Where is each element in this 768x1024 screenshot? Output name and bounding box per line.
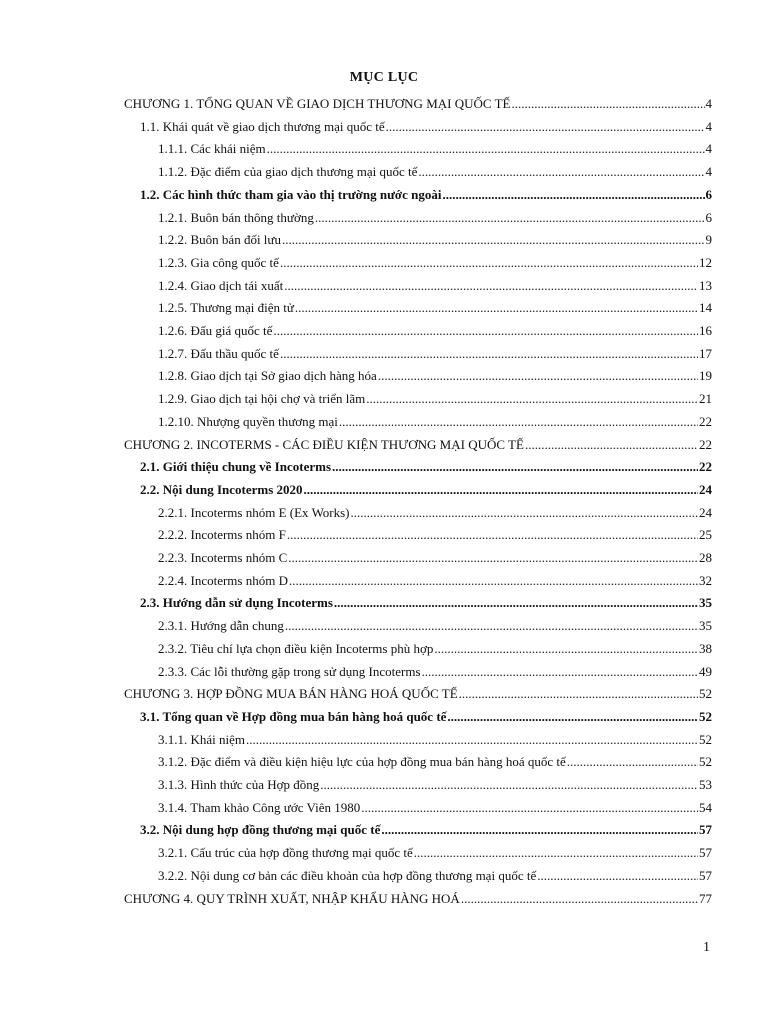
toc-title: MỤC LỤC (349, 70, 419, 85)
toc-entry-page: 54 (699, 799, 712, 815)
toc-entry (140, 594, 712, 612)
toc-dot-leader (304, 481, 698, 499)
toc-entry-page: 35 (699, 595, 712, 611)
toc-entry-page: 4 (705, 96, 712, 111)
toc-entry-page: 6 (705, 186, 712, 202)
toc-dot-leader (267, 140, 705, 158)
toc-entry-label: 3.2.2. Nội dung cơ bản các điều khoản của hợp đồng thương mại quốc tế (158, 867, 537, 883)
toc-entry-page: 57 (699, 867, 712, 883)
toc-entry-page: 9 (705, 232, 712, 248)
toc-entry-label: 1.1.1. Các khái niệm (158, 141, 266, 157)
toc-dot-leader (284, 277, 698, 295)
toc-entry-label: 1.2.5. Thương mại điện tử (158, 300, 294, 316)
toc-entry (140, 118, 712, 136)
toc-entry-page: 16 (699, 323, 712, 338)
toc-entry (140, 186, 712, 204)
toc-dot-leader (378, 367, 698, 385)
toc-dot-leader (332, 458, 698, 476)
toc-entry-label: 2.3.1. Hướng dẫn chung (158, 618, 284, 634)
toc-dot-leader (295, 299, 698, 317)
toc-dot-leader (459, 685, 698, 703)
toc-entry (158, 640, 712, 658)
toc-dot-leader (567, 753, 698, 771)
toc-entry (158, 254, 712, 272)
toc-entry-label: 1.1.2. Đặc điểm của giao dịch thương mại quốc tế (158, 164, 418, 180)
toc-entry (158, 753, 712, 771)
toc-dot-leader (280, 345, 698, 363)
toc-dot-leader (361, 799, 698, 817)
toc-entry (158, 140, 712, 158)
toc-dot-leader (418, 163, 704, 181)
toc-entry-label: 2.2.1. Incoterms nhóm E (Ex Works) (158, 504, 350, 520)
toc-dot-leader (315, 209, 705, 227)
toc-entry-page: 22 (699, 459, 712, 475)
toc-entry-page: 19 (699, 368, 712, 384)
toc-dot-leader (381, 821, 698, 839)
toc-dot-leader (280, 254, 698, 272)
toc-entry-page: 32 (699, 572, 712, 588)
toc-dot-leader (414, 844, 698, 862)
toc-dot-leader (285, 617, 698, 635)
toc-entry-label: CHƯƠNG 3. HỢP ĐỒNG MUA BÁN HÀNG HOÁ QUỐC TẾ (124, 686, 458, 702)
toc-dot-leader (525, 436, 698, 454)
toc-entry (158, 526, 712, 544)
toc-entry-label: 1.2.6. Đấu giá quốc tế (158, 323, 273, 338)
toc-entry-page: 25 (699, 527, 712, 543)
toc-entry-page: 21 (699, 391, 712, 407)
toc-entry-label: 1.2.3. Gia công quốc tế (158, 254, 279, 270)
toc-entry (124, 890, 712, 908)
toc-entry-label: 1.1. Khái quát về giao dịch thương mại quốc tế (140, 118, 385, 134)
toc-entry-page: 57 (699, 822, 712, 838)
toc-dot-leader (334, 594, 698, 612)
toc-entry-label: 3.1.1. Khái niệm (158, 731, 246, 747)
toc-entry-label: 1.2.1. Buôn bán thông thường (158, 209, 314, 225)
toc-entry-page: 52 (699, 731, 712, 747)
toc-entry-label: 2.2.3. Incoterms nhóm C (158, 550, 288, 565)
toc-entry (158, 322, 712, 340)
toc-entry-label: 2.1. Giới thiệu chung về Incoterms (140, 459, 332, 475)
toc-entry-page: 6 (705, 209, 712, 225)
toc-dot-leader (442, 186, 704, 204)
toc-entry-label: 1.2.4. Giao dịch tái xuất (158, 277, 284, 293)
toc-entry (124, 95, 712, 113)
toc-entry-page: 13 (699, 277, 712, 293)
toc-entry-page: 38 (699, 640, 712, 656)
toc-entry-page: 22 (699, 436, 712, 452)
toc-entry (158, 390, 712, 408)
toc-entry (158, 504, 712, 522)
toc-dot-leader (537, 867, 698, 885)
toc-dot-leader (422, 663, 698, 681)
toc-entry-label: CHƯƠNG 1. TỔNG QUAN VỀ GIAO DỊCH THƯƠNG MẠI QUỐC TẾ (124, 96, 511, 111)
toc-entry-label: CHƯƠNG 2. INCOTERMS - CÁC ĐIỀU KIỆN THƯƠNG MẠI QUỐC TẾ (124, 436, 524, 452)
toc-entry (124, 436, 712, 454)
toc-entry-page: 57 (699, 845, 712, 861)
toc-entry-label: 1.2.2. Buôn bán đối lưu (158, 232, 281, 248)
toc-entry-label: 3.1.4. Tham khảo Công ước Viên 1980 (158, 799, 361, 815)
toc-entry-page: 4 (705, 118, 712, 134)
toc-entry (124, 685, 712, 703)
toc-dot-leader (246, 731, 698, 749)
toc-entry-page: 17 (699, 345, 712, 361)
toc-dot-leader (351, 504, 698, 522)
toc-entry (158, 731, 712, 749)
toc-entry-page: 53 (699, 777, 712, 792)
toc-entry-label: 2.3.3. Các lỗi thường gặp trong sử dụng Incoterms (158, 663, 421, 679)
toc-entry-page: 52 (699, 708, 712, 724)
toc-entry-label: 1.2. Các hình thức tham gia vào thị trường nước ngoài (140, 186, 442, 202)
toc-entry (158, 776, 712, 794)
toc-entry (158, 367, 712, 385)
toc-entry (158, 663, 712, 681)
toc-entry (158, 413, 712, 431)
toc-entry-label: 3.1.2. Đặc điểm và điều kiện hiệu lực của hợp đồng mua bán hàng hoá quốc tế (158, 754, 566, 770)
toc-entry (140, 481, 712, 499)
toc-dot-leader (320, 776, 698, 794)
toc-entry (158, 617, 712, 635)
toc-entry-page: 4 (705, 141, 712, 157)
toc-entry-page: 24 (699, 481, 712, 497)
toc-entry-label: 1.2.8. Giao dịch tại Sở giao dịch hàng hóa (158, 368, 377, 384)
toc-entry-label: 2.2. Nội dung Incoterms 2020 (140, 481, 303, 497)
toc-dot-leader (288, 549, 698, 567)
toc-entry-label: 3.2. Nội dung hợp đồng thương mại quốc tế (140, 822, 381, 838)
toc-entry-page: 52 (699, 754, 712, 770)
toc-dot-leader (289, 572, 698, 590)
toc-entry-page: 12 (699, 254, 712, 270)
toc-entry (158, 572, 712, 590)
toc-dot-leader (282, 231, 705, 249)
toc-entry (140, 708, 712, 726)
toc-dot-leader (273, 322, 698, 340)
toc-dot-leader (511, 95, 704, 113)
toc-entry-label: 1.2.9. Giao dịch tại hội chợ và triển lãm (158, 391, 366, 407)
toc-entry-label: 3.1. Tổng quan về Hợp đồng mua bán hàng hoá quốc tế (140, 708, 447, 724)
toc-entry (158, 231, 712, 249)
toc-dot-leader (434, 640, 698, 658)
toc-entry-label: 1.2.10. Nhượng quyền thương mại (158, 413, 338, 429)
toc-entry (158, 163, 712, 181)
toc-entry (158, 867, 712, 885)
toc-entry (140, 458, 712, 476)
toc-entry-label: 2.2.4. Incoterms nhóm D (158, 572, 288, 588)
toc-dot-leader (386, 118, 705, 136)
toc-entry (140, 821, 712, 839)
toc-entry-label: 1.2.7. Đấu thầu quốc tế (158, 345, 279, 361)
toc-entry (158, 345, 712, 363)
toc-entry-label: 3.2.1. Cấu trúc của hợp đồng thương mại quốc tế (158, 845, 413, 861)
toc-entry-label: 2.3. Hướng dẫn sử dụng Incoterms (140, 595, 333, 611)
toc-entry (158, 277, 712, 295)
toc-entry-label: CHƯƠNG 4. QUY TRÌNH XUẤT, NHẬP KHẨU HÀNG HOÁ (124, 890, 460, 906)
toc-entry-page: 52 (699, 686, 712, 702)
toc-entry-page: 22 (699, 413, 712, 429)
toc-dot-leader (366, 390, 698, 408)
toc-dot-leader (287, 526, 698, 544)
toc-entry-page: 24 (699, 504, 712, 520)
toc-entry-page: 35 (699, 618, 712, 634)
toc-entry (158, 844, 712, 862)
toc-entry (158, 209, 712, 227)
toc-entry (158, 299, 712, 317)
toc-entry-page: 77 (699, 890, 712, 906)
toc-entry (158, 799, 712, 817)
toc-dot-leader (339, 413, 698, 431)
toc-entry-page: 4 (705, 164, 712, 180)
toc-entry-page: 28 (699, 550, 712, 565)
toc-dot-leader (447, 708, 698, 726)
page-number: 1 (703, 940, 710, 955)
toc-entry-label: 3.1.3. Hình thức của Hợp đồng (158, 777, 320, 792)
toc-entry (158, 549, 712, 567)
toc-entry-label: 2.3.2. Tiêu chí lựa chọn điều kiện Incoterms phù hợp (158, 640, 434, 656)
toc-dot-leader (461, 890, 698, 908)
toc-entry-page: 14 (699, 300, 712, 316)
toc-entry-label: 2.2.2. Incoterms nhóm F (158, 527, 286, 543)
toc-entry-page: 49 (699, 663, 712, 679)
